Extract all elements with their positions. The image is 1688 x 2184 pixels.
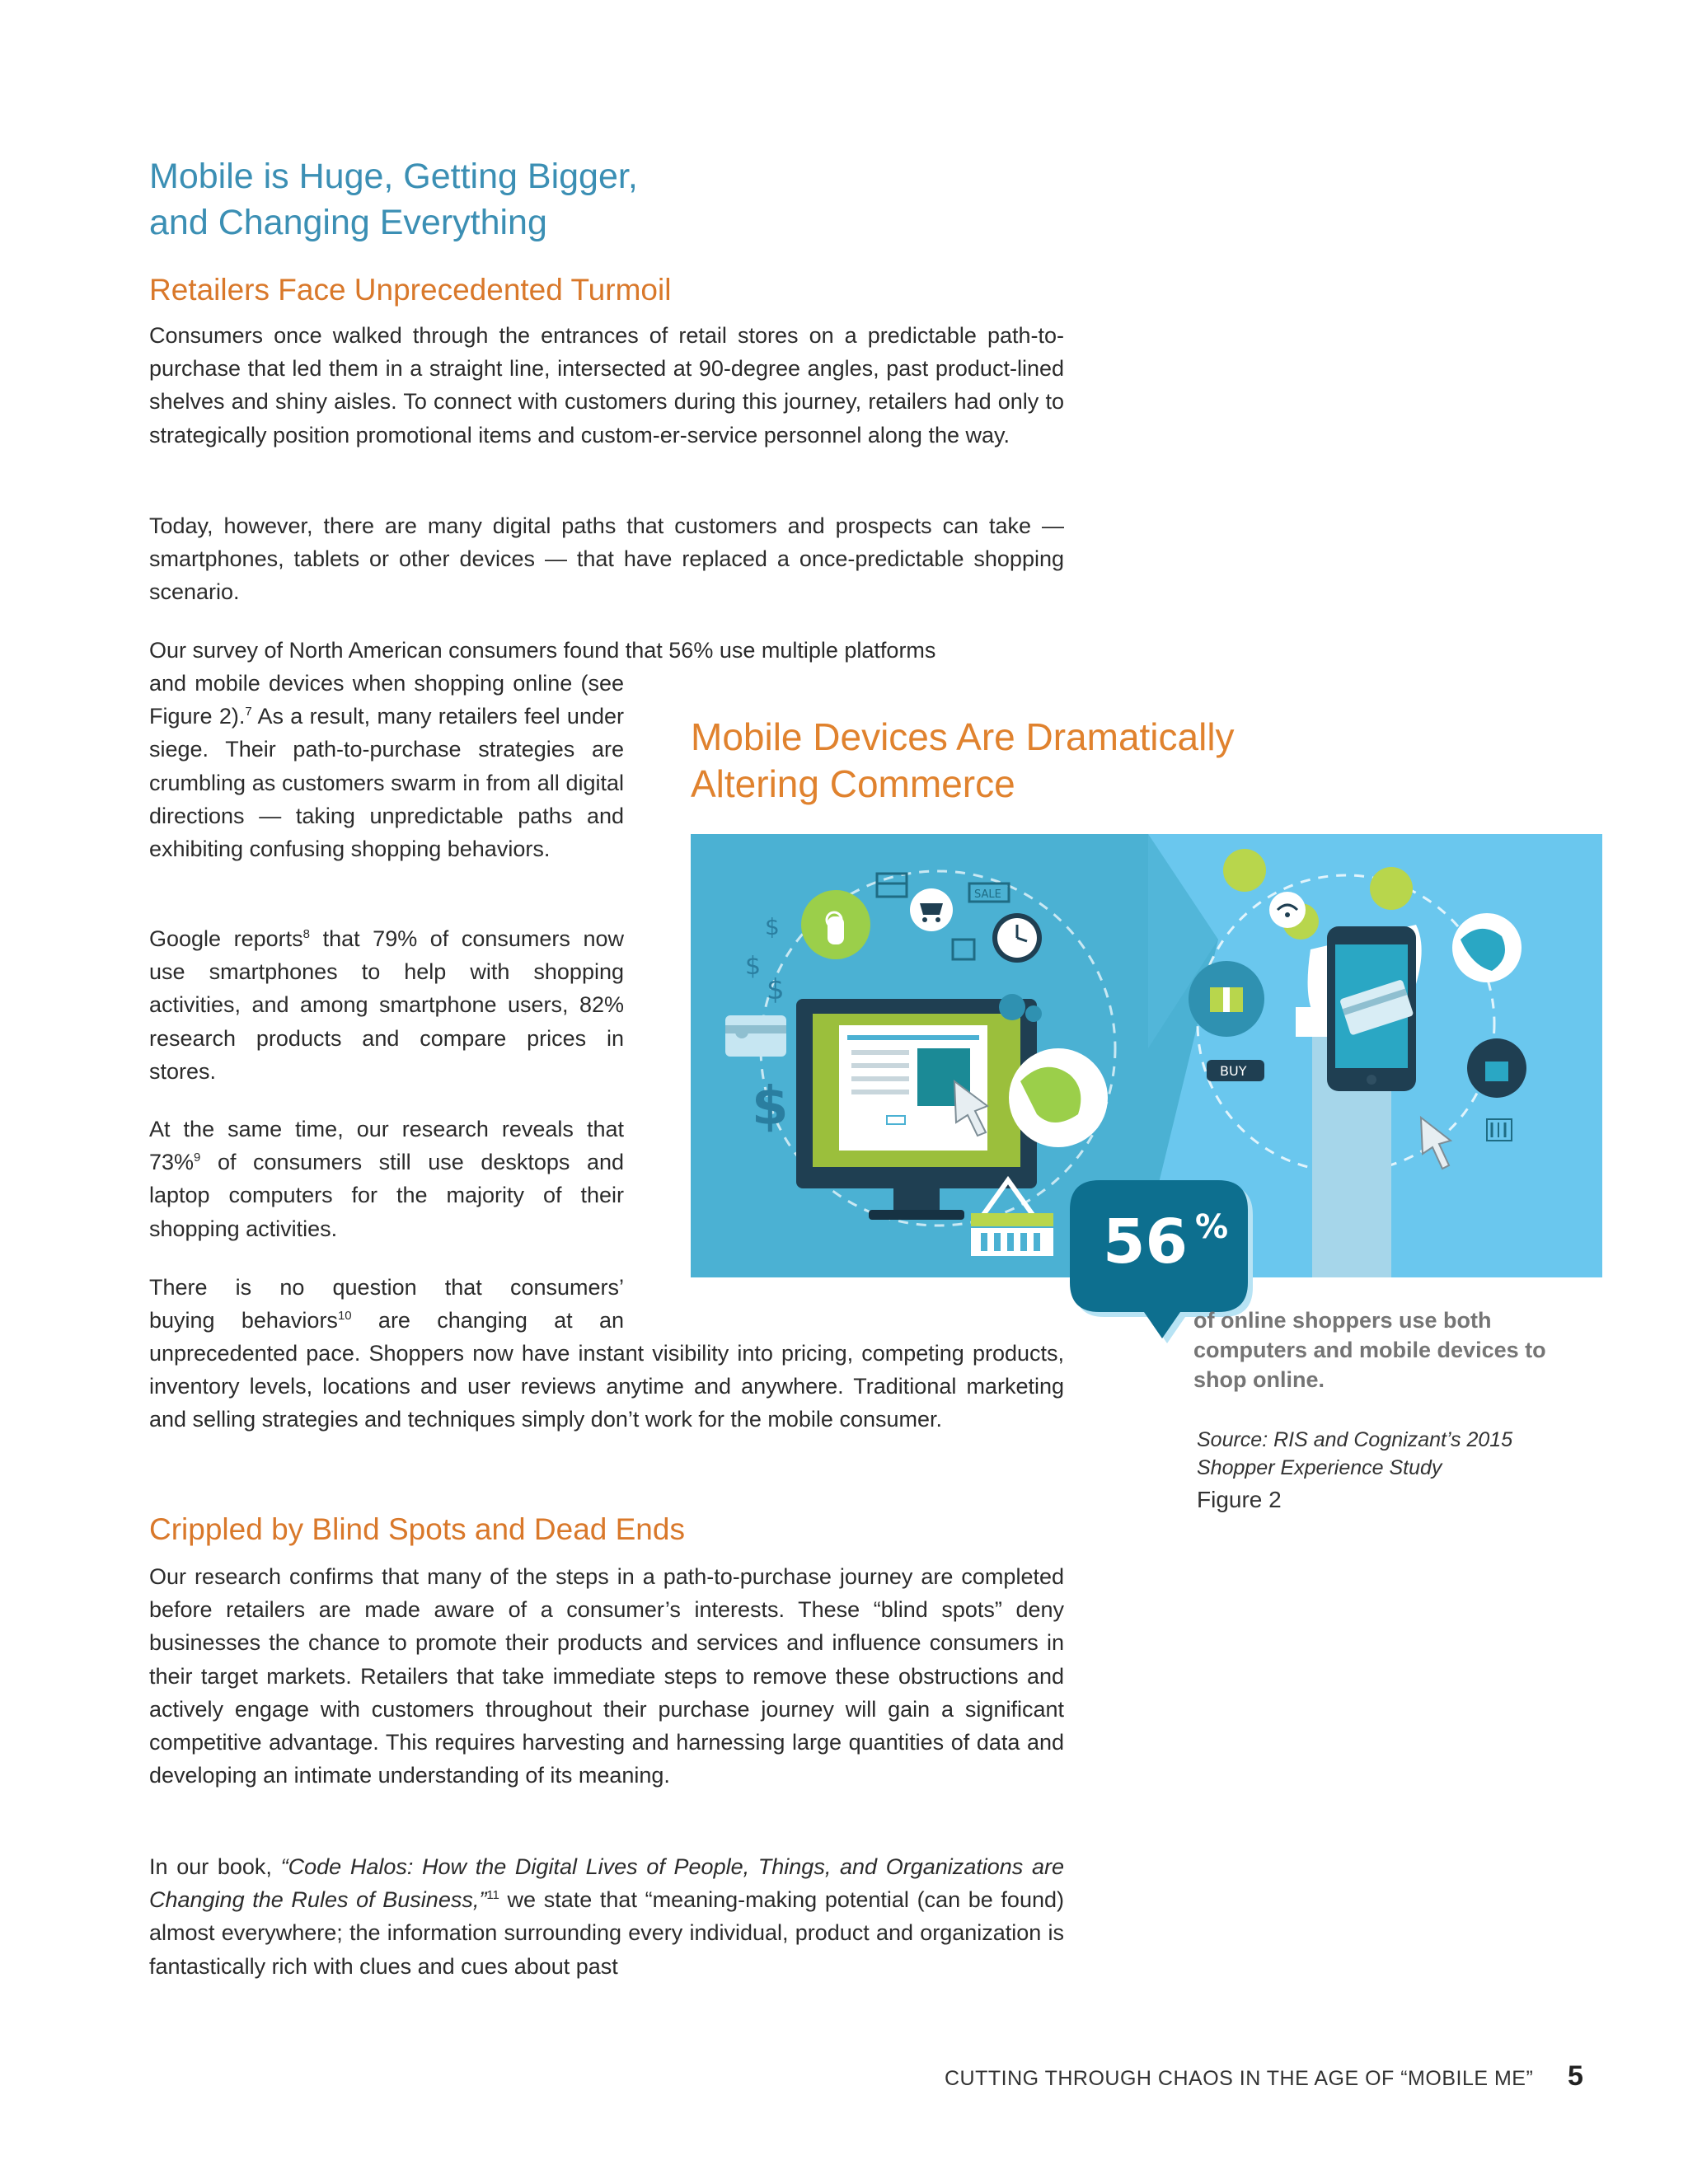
paragraph-research-confirms: Our research confirms that many of the steps in a path-to-purchase journey are completed before retailers are made aware of a consumer’s interests. These “blind spots” deny businesses the chance to promote their products and services and influence consumers in their target markets. Retailers that take immediate steps to remove these obstructions and actively engage with customers throughout their purchase journey will gain a significant competitive advantage. This requires harvesting and harnessing large quantities of data and developing an intimate understanding of its meaning. bbox=[149, 1564, 1064, 1788]
running-footer-title: CUTTING THROUGH CHAOS IN THE AGE OF “MOBILE ME” bbox=[945, 2067, 1534, 2090]
stat-value: 56 bbox=[1103, 1207, 1188, 1277]
globe-right-icon bbox=[1452, 913, 1522, 982]
dollar-icon: $ bbox=[765, 913, 780, 940]
gear-small-icon bbox=[1025, 1005, 1042, 1022]
figure-title-line-2: Altering Commerce bbox=[691, 762, 1015, 805]
stat-caption: of online shoppers use both computers and mobile devices to shop online. bbox=[1193, 1308, 1546, 1392]
paragraph-code-halos: In our book, “Code Halos: How the Digital Lives of People, Things, and Organizations are Changing the Rules of Business,”$^{11}$ we state that “meaning-making potential (can be found) almost everywhere; the information surrounding every individual, product and organization is fantastically rich with clues and cues about past bbox=[149, 1854, 1064, 1979]
coin-icon bbox=[1223, 849, 1266, 892]
paragraph-no-question-line2: buying behaviors$^{10}$ are changing at an bbox=[149, 1308, 624, 1333]
sale-tag-text: SALE bbox=[974, 888, 1001, 901]
figure-label: Figure 2 bbox=[1197, 1487, 1282, 1512]
paragraph-consumers-once: Consumers once walked through the entrances of retail stores on a predictable path-to-purchase that led them in a straight line, intersected at 90-degree angles, past product-lined shelves and shiny aisles. To connect with customers during this journey, retailers had only to strategically position promotional items and custom-er-service personnel along the way. bbox=[149, 323, 1064, 448]
paragraph-today-however: Today, however, there are many digital paths that customers and prospects can take — smartphones, tablets or other devices — that have replaced a once-predictable shopping scenario. bbox=[149, 513, 1064, 605]
page-number: 5 bbox=[1568, 2060, 1583, 2092]
heading-line-2: and Changing Everything bbox=[149, 203, 547, 242]
footnote-7: 7 bbox=[245, 705, 252, 719]
figure-source: Source: RIS and Cognizant’s 2015 Shopper Experience Study bbox=[1197, 1428, 1513, 1479]
figure-title-line-1: Mobile Devices Are Dramatically bbox=[691, 715, 1235, 758]
footnote-11: 11 bbox=[486, 1888, 499, 1903]
dollar-icon: $ bbox=[745, 952, 762, 981]
stat-unit: % bbox=[1195, 1208, 1229, 1246]
commerce-illustration bbox=[691, 834, 1602, 1370]
clock-icon bbox=[992, 913, 1042, 963]
shopping-bag-right-icon bbox=[1467, 1038, 1526, 1098]
footnote-10: 10 bbox=[337, 1309, 352, 1323]
page-heading bbox=[149, 153, 1056, 246]
footnote-8: 8 bbox=[302, 927, 311, 941]
coin-icon bbox=[1370, 867, 1413, 910]
paragraph-survey-continued: and mobile devices when shopping online (see Figure 2).$^7$ As a result, many retailers feel under siege. Their path-to-purchase strategies are crumbling as customers swarm in from all digital directions — taking unpredictable paths and exhibiting confusing shopping behaviors. bbox=[149, 671, 624, 862]
footnote-9: 9 bbox=[194, 1151, 201, 1165]
buy-tag-icon bbox=[1207, 1060, 1264, 1081]
book-title: “Code Halos: How the Digital Lives of People, Things, and Organizations are Changing the Rules of Business,” bbox=[149, 1854, 1064, 1913]
gear-icon bbox=[999, 994, 1025, 1020]
tap-hand-icon bbox=[801, 890, 870, 959]
credit-card-icon bbox=[725, 1015, 786, 1057]
section-title-turmoil: Retailers Face Unprecedented Turmoil bbox=[149, 273, 672, 307]
dollar-icon: $ bbox=[752, 1076, 789, 1137]
figure-title bbox=[691, 714, 1317, 808]
globe-icon bbox=[1009, 1048, 1108, 1147]
gift-icon bbox=[1189, 961, 1264, 1037]
paragraph-no-question-line1: There is no question that consumers’ bbox=[149, 1275, 624, 1300]
wifi-icon bbox=[1269, 892, 1306, 928]
section-title-blind-spots: Crippled by Blind Spots and Dead Ends bbox=[149, 1512, 685, 1546]
paragraph-no-question-rest: unprecedented pace. Shoppers now have instant visibility into pricing, competing products, inventory levels, locations and user reviews anytime and anywhere. Traditional marketing and selling strategies and techniques simply don’t work for the mobile consumer. bbox=[149, 1341, 1064, 1432]
paragraph-same-time: At the same time, our research reveals that 73%$^9$ of consumers still use desktops and laptop computers for the majority of their shopping activities. bbox=[149, 1117, 624, 1241]
heading-line-1: Mobile is Huge, Getting Bigger, bbox=[149, 157, 638, 196]
paragraph-google-reports: Google reports$^8$ that 79% of consumers now use smartphones to help with shopping activities, and among smartphone users, 82% research products and compare prices in stores. bbox=[149, 926, 624, 1084]
buy-tag-text: BUY bbox=[1220, 1063, 1247, 1079]
dollar-icon: $ bbox=[767, 973, 785, 1006]
cart-icon bbox=[910, 888, 953, 931]
paragraph-survey-line1: Our survey of North American consumers found that 56% use multiple platforms bbox=[149, 638, 936, 663]
